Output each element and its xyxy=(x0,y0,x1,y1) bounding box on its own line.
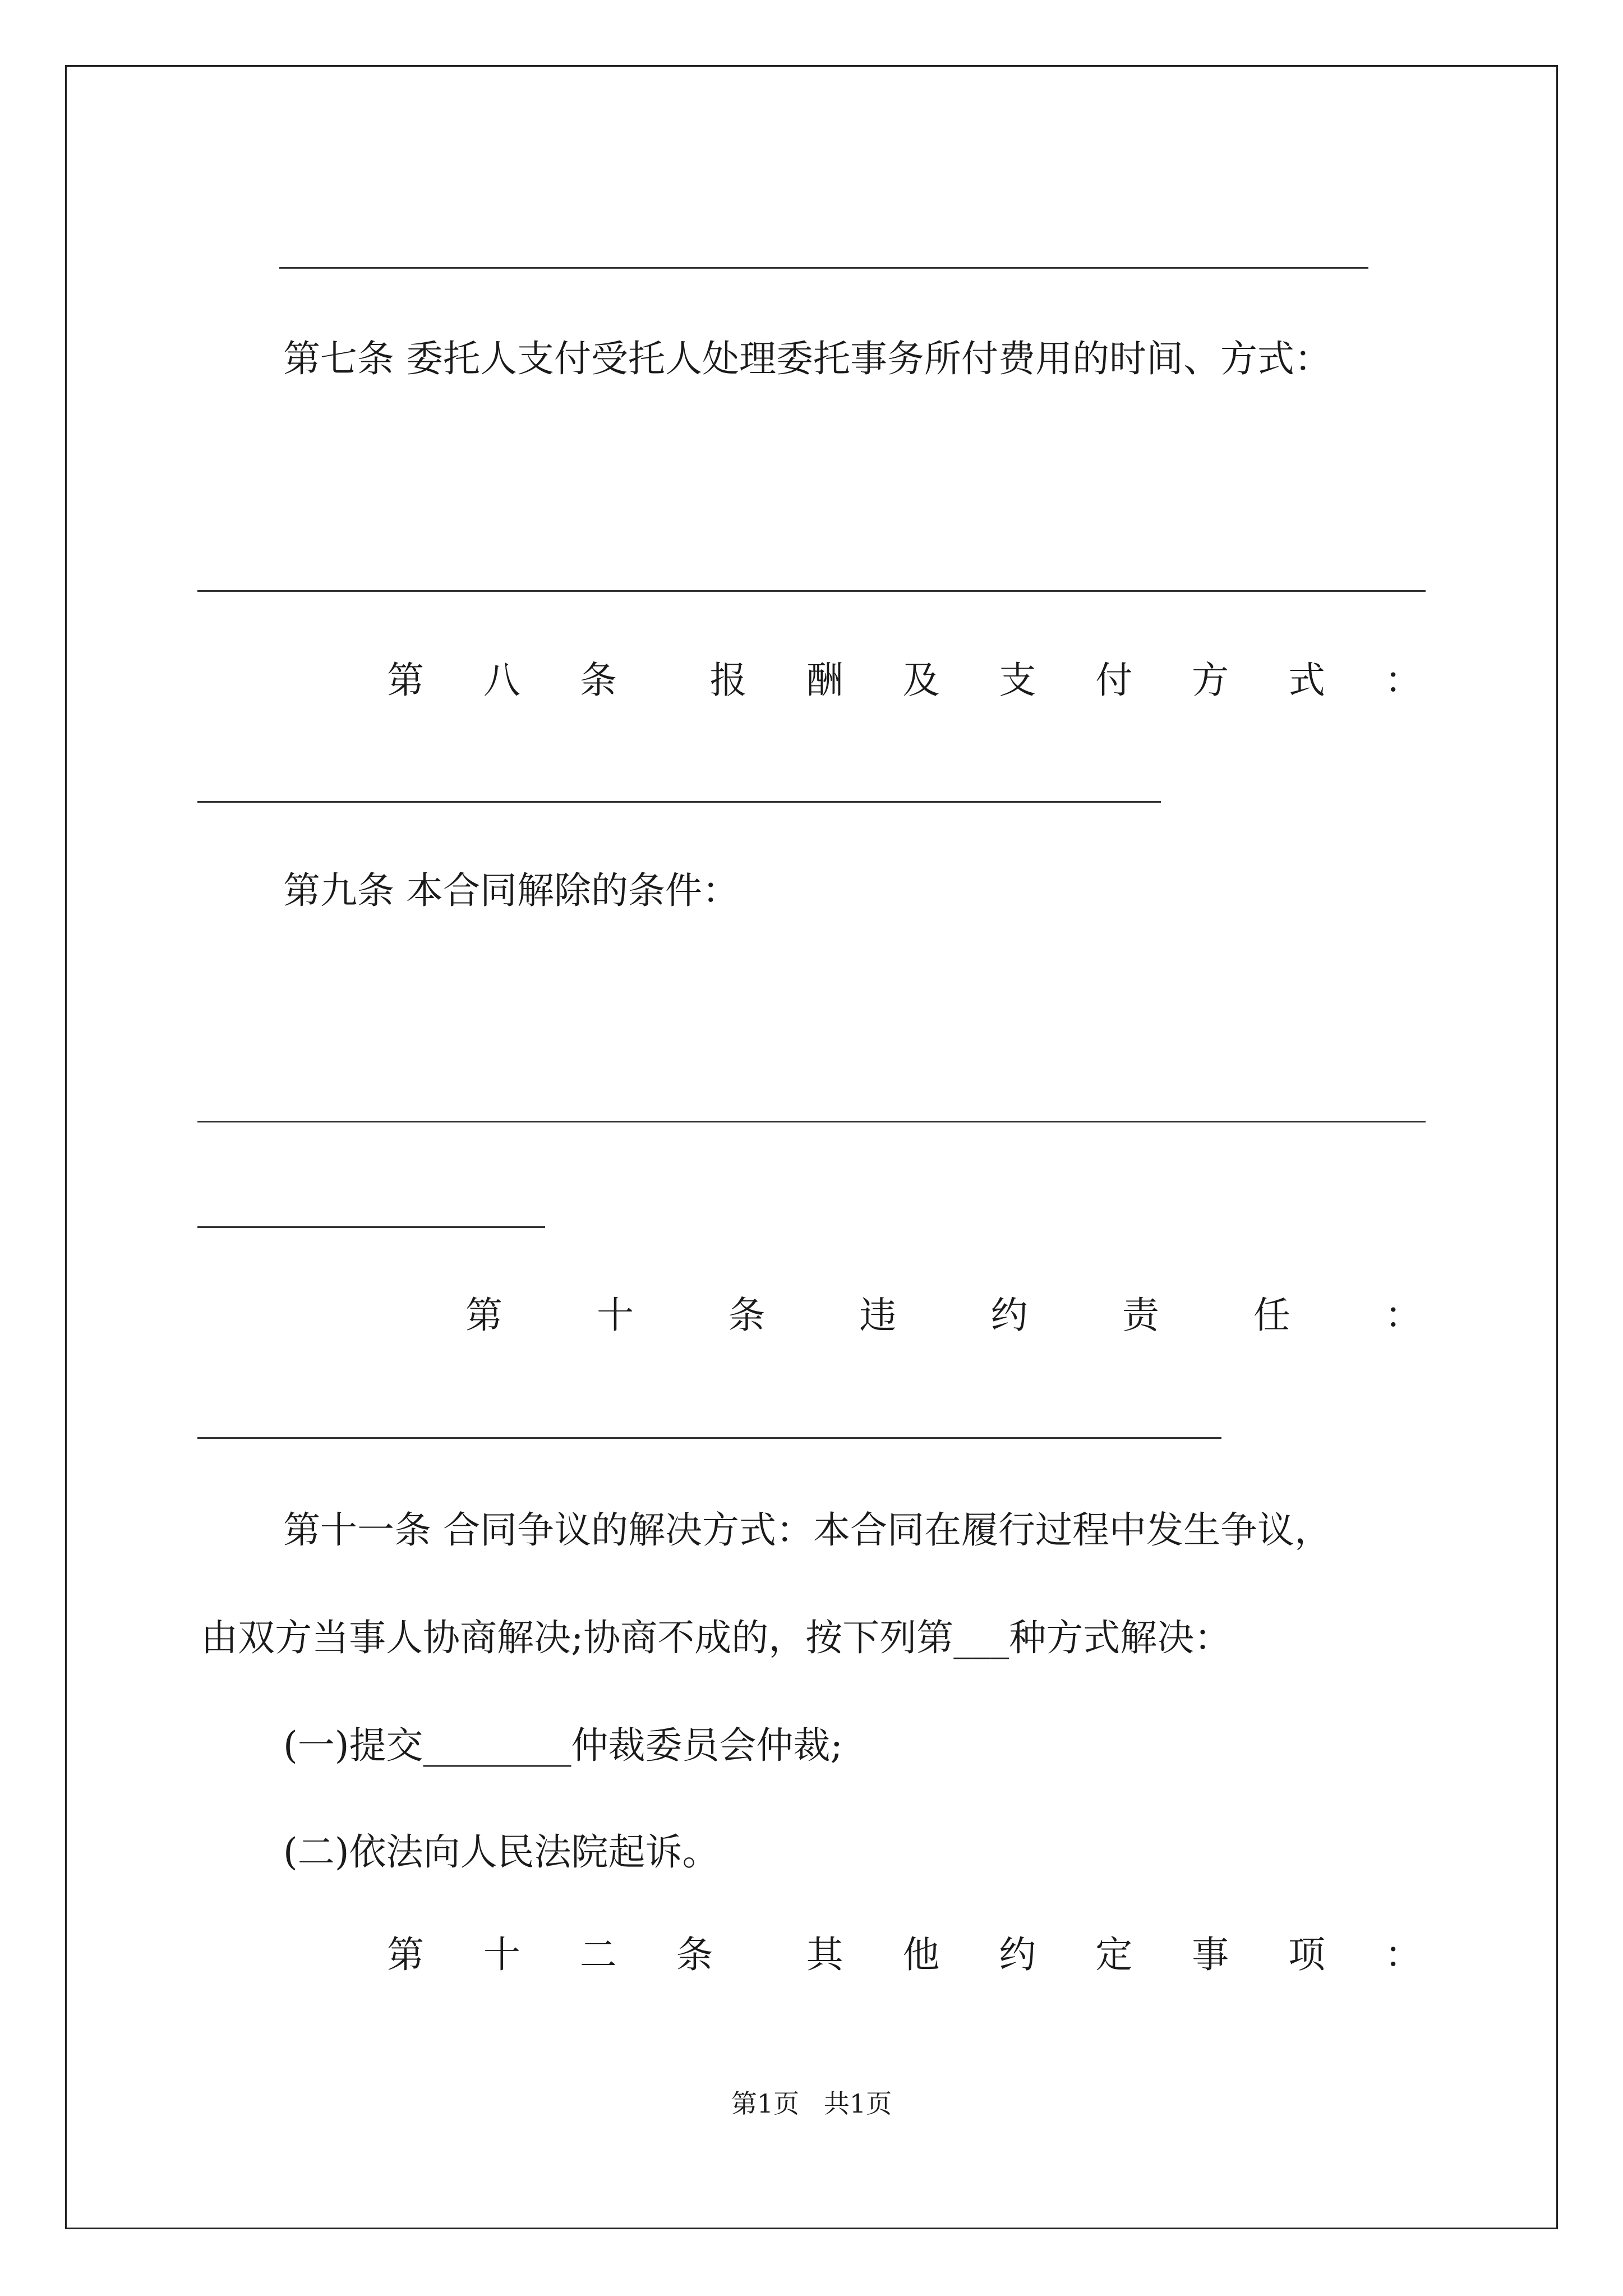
article-12-char: 十 xyxy=(483,1933,520,1976)
option-2-text: (二)依法向人民法院起诉。 xyxy=(283,1830,720,1874)
article-10-char: ： xyxy=(1384,1294,1422,1337)
article-10 xyxy=(465,1293,1422,1338)
blank-line xyxy=(197,1121,1426,1122)
article-12-char: 条 xyxy=(676,1933,713,1976)
article-8-char: 酬 xyxy=(806,659,843,702)
article-12-char: 事 xyxy=(1192,1933,1229,1976)
article-11-line-1 xyxy=(283,1508,1331,1553)
article-7-label: 第七条 xyxy=(283,337,394,380)
article-12-char: 约 xyxy=(999,1933,1036,1976)
article-12-char: 其 xyxy=(806,1933,843,1976)
page-border xyxy=(65,65,1558,2229)
article-10-char: 条 xyxy=(728,1294,766,1337)
article-8-char: 第 xyxy=(387,659,424,702)
blank-line xyxy=(279,267,1368,269)
article-8-char: 八 xyxy=(483,659,520,702)
article-8-char: 报 xyxy=(709,659,747,702)
article-11-line-2 xyxy=(201,1616,1231,1660)
article-8-char: ： xyxy=(1384,659,1422,702)
blank-line xyxy=(197,590,1426,592)
article-10-char: 第 xyxy=(465,1294,502,1337)
article-11-label: 第十一条 xyxy=(283,1508,431,1552)
article-7 xyxy=(283,337,1331,381)
article-10-char: 违 xyxy=(859,1294,897,1337)
article-9-text: 本合同解除的条件： xyxy=(405,869,739,912)
article-12-char: 他 xyxy=(902,1933,940,1976)
article-8-char: 及 xyxy=(902,659,940,702)
article-8 xyxy=(387,658,1422,703)
article-8-char: 条 xyxy=(579,659,617,702)
article-11-text-1: 合同争议的解决方式：本合同在履行过程中发生争议， xyxy=(442,1508,1331,1552)
article-8-char: 付 xyxy=(1095,659,1133,702)
article-12 xyxy=(387,1932,1422,1977)
blank-line xyxy=(197,1226,545,1228)
article-11-text-2: 由双方当事人协商解决;协商不成的，按下列第___种方式解决： xyxy=(201,1616,1232,1659)
article-12-char: 定 xyxy=(1095,1933,1133,1976)
blank-line xyxy=(197,1437,1221,1439)
article-11-option-1 xyxy=(283,1723,843,1768)
option-1-text: (一)提交________仲裁委员会仲裁; xyxy=(283,1724,843,1767)
article-12-char: 第 xyxy=(387,1933,424,1976)
article-8-char: 支 xyxy=(999,659,1036,702)
article-9 xyxy=(283,868,739,913)
article-12-char: 项 xyxy=(1288,1933,1326,1976)
article-7-text: 委托人支付受托人处理委托事务所付费用的时间、方式： xyxy=(405,337,1331,380)
article-8-char: 方 xyxy=(1192,659,1229,702)
page-footer: 第1页 共1页 xyxy=(731,2088,892,2119)
article-10-char: 约 xyxy=(990,1294,1028,1337)
article-10-char: 责 xyxy=(1122,1294,1159,1337)
article-12-char: ： xyxy=(1384,1933,1422,1976)
article-8-char: 式 xyxy=(1288,659,1326,702)
article-10-char: 任 xyxy=(1253,1294,1290,1337)
article-10-char: 十 xyxy=(597,1294,634,1337)
article-9-label: 第九条 xyxy=(283,869,394,912)
article-11-option-2 xyxy=(283,1830,720,1875)
article-12-char: 二 xyxy=(579,1933,617,1976)
blank-line xyxy=(197,801,1161,803)
